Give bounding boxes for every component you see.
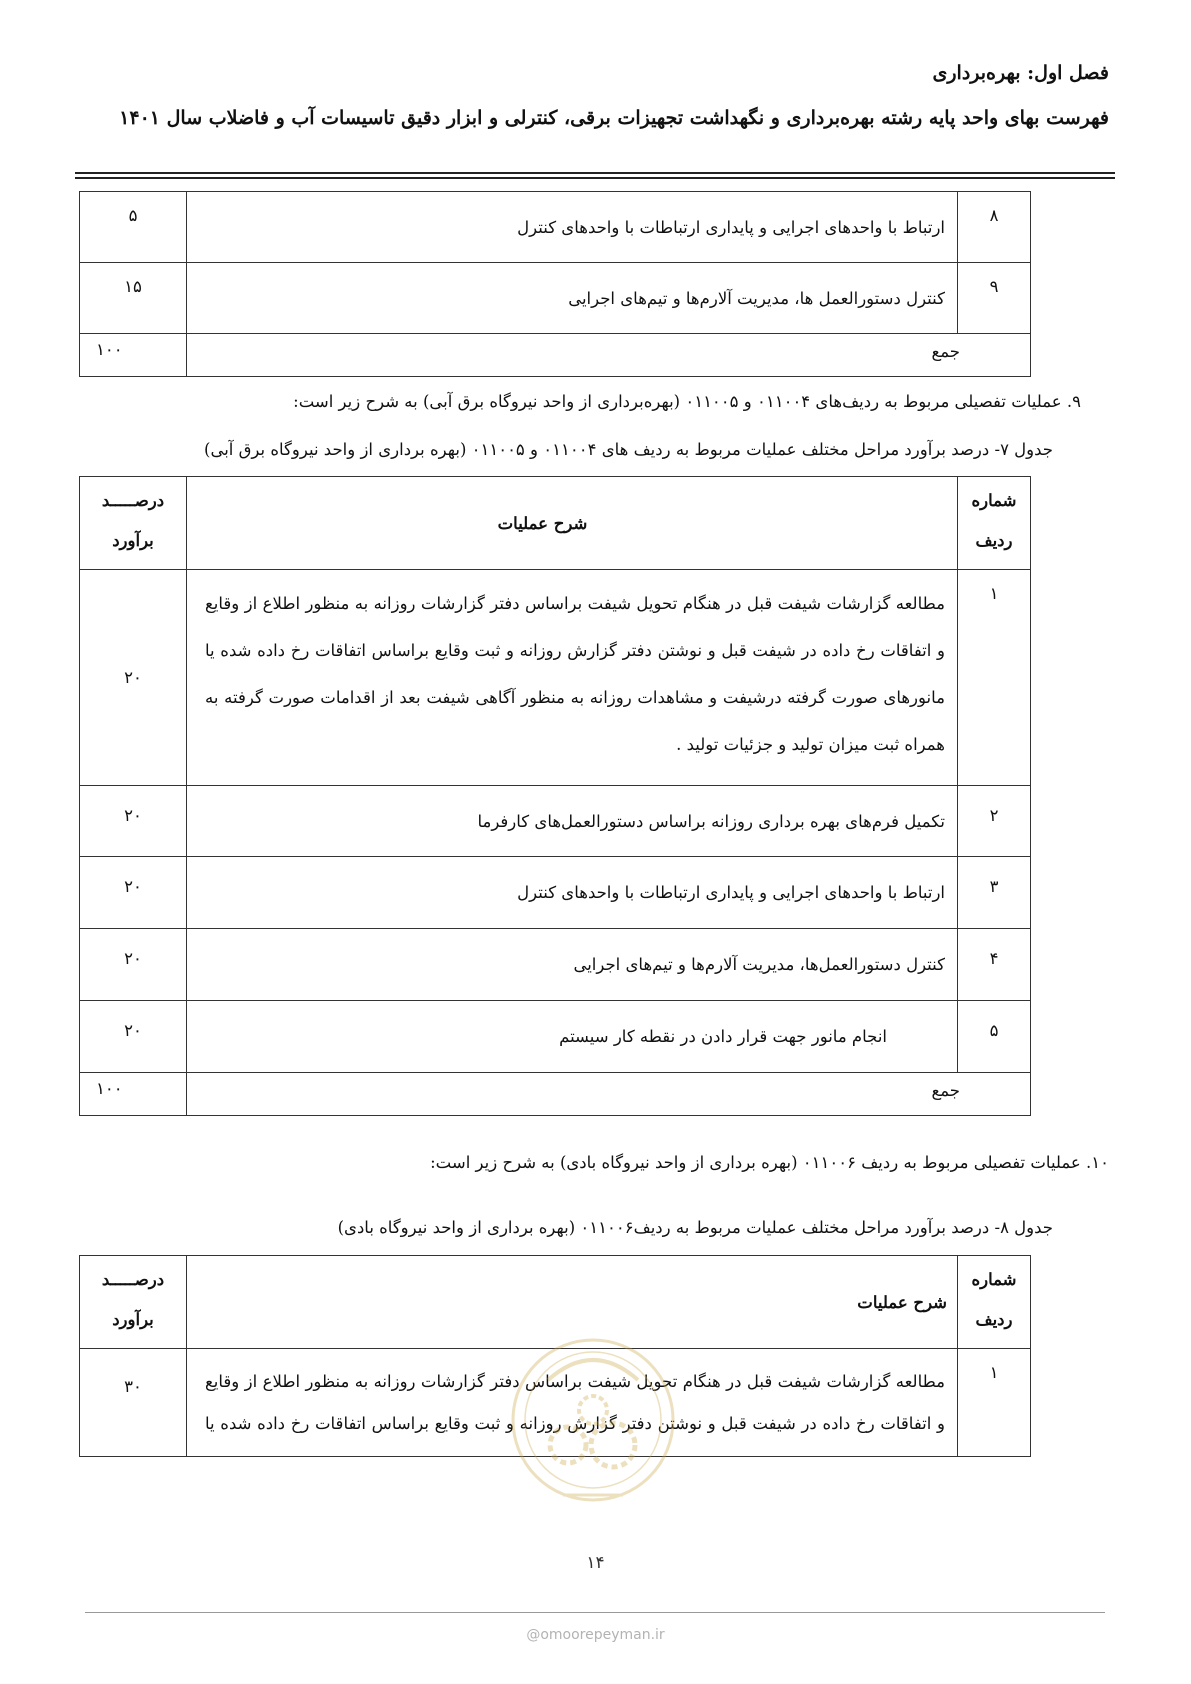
table-row: [80, 570, 1031, 786]
seal-logo-icon: [508, 1310, 678, 1530]
row-percent: ۱۵: [80, 263, 187, 334]
row-number: ۵: [958, 1001, 1031, 1073]
footer-rule: [85, 1612, 1105, 1613]
row-number: ۹: [958, 263, 1031, 334]
table-total-row: [80, 1073, 1031, 1116]
table-total-row: [80, 334, 1031, 377]
row-number: ۴: [958, 929, 1031, 1001]
header-percent-line1: درصـــــد: [101, 1270, 165, 1289]
row-number: ۱: [958, 570, 1031, 786]
header-percent-line2: برآورد: [112, 531, 154, 550]
row-number: ۸: [958, 192, 1031, 263]
table-row: [80, 929, 1031, 1001]
row-description: ارتباط با واحدهای اجرایی و پایداری ارتباطات با واحدهای کنترل: [187, 857, 958, 929]
row-number: ۲: [958, 786, 1031, 857]
table-7-caption: جدول ۷- درصد برآورد مراحل مختلف عملیات مربوط به ردیف های ۰۱۱۰۰۴ و ۰۱۱۰۰۵ (بهره برداری از واحد نیروگاه برق آبی): [204, 440, 1053, 459]
header-percent-line2: برآورد: [112, 1310, 154, 1329]
row-description: کنترل دستورالعمل ها، مدیریت آلارم‌ها و تیم‌های اجرایی: [187, 263, 958, 334]
total-label: جمع: [187, 1073, 1031, 1116]
row-description: کنترل دستورالعمل‌ها، مدیریت آلارم‌ها و تیم‌های اجرایی: [187, 929, 958, 1001]
header-percent: [80, 477, 187, 570]
row-percent: ۵: [80, 192, 187, 263]
table-continued: [79, 191, 1031, 377]
header-description: شرح عملیات: [187, 1256, 958, 1349]
total-value: ۱۰۰: [80, 1073, 187, 1116]
row-percent: ۳۰: [80, 1349, 187, 1457]
table-7: [79, 476, 1031, 1116]
section-9-paragraph: ۹. عملیات تفصیلی مربوط به ردیف‌های ۰۱۱۰۰۴ و ۰۱۱۰۰۵ (بهره‌برداری از واحد نیروگاه برق آبی) به شرح زیر است:: [293, 392, 1081, 411]
page-number: ۱۴: [586, 1553, 605, 1573]
row-percent: ۲۰: [80, 857, 187, 929]
header-row-number-line1: شماره: [971, 491, 1017, 510]
header-row-number: [958, 477, 1031, 570]
document-title: فهرست بهای واحد پایه رشته بهره‌برداری و نگهداشت تجهیزات برقی، کنترلی و ابزار دقیق تاسیسات آب و فاضلاب سال ۱۴۰۱: [119, 107, 1109, 129]
section-10-paragraph: ۱۰. عملیات تفصیلی مربوط به ردیف ۰۱۱۰۰۶ (بهره برداری از واحد نیروگاه بادی) به شرح زیر است:: [430, 1153, 1109, 1172]
row-percent: ۲۰: [80, 570, 187, 786]
total-value: ۱۰۰: [80, 334, 187, 377]
header-row-number-line1: شماره: [971, 1270, 1017, 1289]
header-rule: [75, 172, 1115, 174]
header-row-number: [958, 1256, 1031, 1349]
header-rule: [75, 177, 1115, 179]
row-number: ۱: [958, 1349, 1031, 1457]
header-percent-line1: درصـــــد: [101, 491, 165, 510]
row-description: تکمیل فرم‌های بهره برداری روزانه براساس دستورالعمل‌های کارفرما: [187, 786, 958, 857]
row-description: ارتباط با واحدهای اجرایی و پایداری ارتباطات با واحدهای کنترل: [187, 192, 958, 263]
row-percent: ۲۰: [80, 929, 187, 1001]
row-description: انجام مانور جهت قرار دادن در نقطه کار سیستم: [187, 1001, 958, 1073]
table-row: [80, 1001, 1031, 1073]
table-header-row: [80, 477, 1031, 570]
header-description: شرح عملیات: [187, 477, 958, 570]
table-row: [80, 786, 1031, 857]
total-label: جمع: [187, 334, 1031, 377]
table-row: [80, 263, 1031, 334]
chapter-heading: فصل اول: بهره‌برداری: [932, 62, 1109, 84]
website-watermark: @omoorepeyman.ir: [526, 1627, 665, 1643]
header-percent: [80, 1256, 187, 1349]
row-description: مطالعه گزارشات شیفت قبل در هنگام تحویل شیفت براساس دفتر گزارشات روزانه به منظور اطلاع از وقایع و اتفاقات رخ داده در شیفت قبل و نوشتن دفتر گزارش روزانه و ثبت وقایع براساس اتفاقات رخ داده شده یا: [187, 1349, 958, 1457]
table-row: [80, 857, 1031, 929]
row-percent: ۲۰: [80, 786, 187, 857]
header-row-number-line2: ردیف: [975, 531, 1013, 550]
header-row-number-line2: ردیف: [975, 1310, 1013, 1329]
row-percent: ۲۰: [80, 1001, 187, 1073]
table-8-caption: جدول ۸- درصد برآورد مراحل مختلف عملیات مربوط به ردیف۰۱۱۰۰۶ (بهره برداری از واحد نیروگاه بادی): [337, 1218, 1053, 1237]
row-description: مطالعه گزارشات شیفت قبل در هنگام تحویل شیفت براساس دفتر گزارشات روزانه به منظور اطلاع از وقایع و اتفاقات رخ داده در شیفت قبل و نوشتن دفتر گزارش روزانه و ثبت وقایع براساس اتفاقات رخ داده شده یا مانورهای صورت گرفته درشیفت و مشاهدات روزانه به منظور آگاهی شیفت بعد از اقدامات صورت گرفته به همراه ثبت میزان تولید و جزئیات تولید .: [187, 570, 958, 786]
table-row: [80, 192, 1031, 263]
row-number: ۳: [958, 857, 1031, 929]
